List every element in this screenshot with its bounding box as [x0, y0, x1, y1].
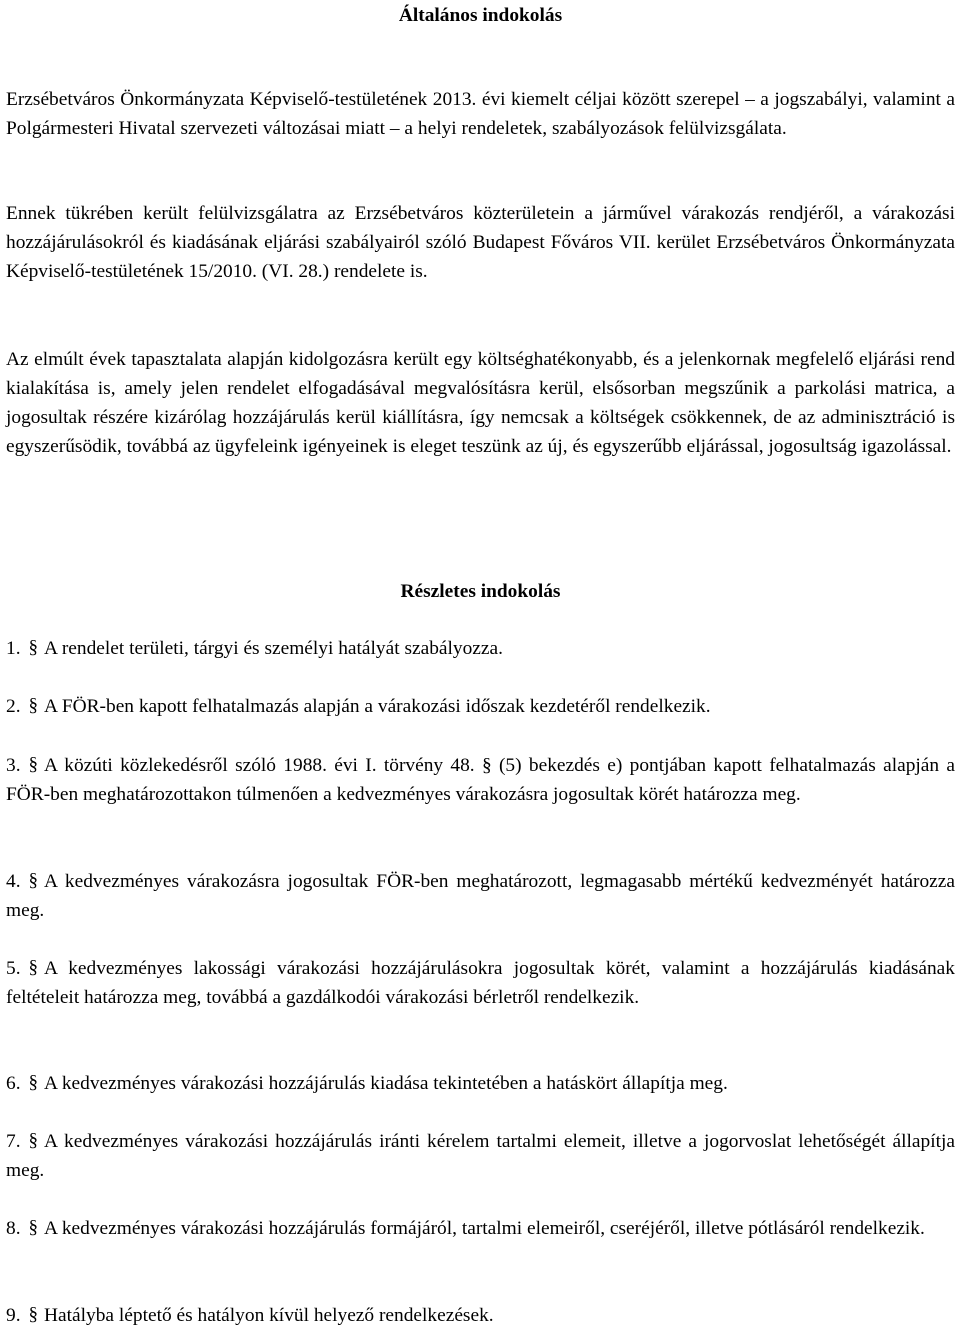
- detail-item-7: [6, 1127, 955, 1185]
- section-sign: §: [28, 870, 39, 891]
- item-text: A kedvezményes lakossági várakozási hozzájárulásokra jogosultak körét, valamint a hozzájárulás kiadásának feltételeit határozza meg, továbbá a gazdálkodói várakozási bérletről rendelkezik.: [6, 958, 955, 1008]
- general-reasoning-title: Általános indokolás: [398, 5, 563, 26]
- section-sign: §: [28, 1130, 39, 1151]
- item-number: 5.: [6, 958, 21, 979]
- detailed-reasoning-title: Részletes indokolás: [400, 581, 561, 602]
- detail-item-8: [6, 1214, 955, 1243]
- detail-item-2: [6, 692, 955, 721]
- section-sign: §: [28, 1072, 39, 1093]
- item-text: A FÖR-ben kapott felhatalmazás alapján a várakozási időszak kezdetéről rendelkezik.: [44, 696, 711, 717]
- detail-item-3: [6, 751, 955, 809]
- section-sign: §: [28, 957, 39, 978]
- item-text: A kedvezményes várakozásra jogosultak FÖR-ben meghatározott, legmagasabb mértékű kedvezményét határozza meg.: [6, 871, 955, 921]
- item-number: 8.: [6, 1218, 21, 1239]
- section-sign: §: [28, 1217, 39, 1238]
- detail-item-9: [6, 1301, 955, 1330]
- item-number: 4.: [6, 871, 21, 892]
- item-text: A kedvezményes várakozási hozzájárulás kiadása tekintetében a hatáskört állapítja meg.: [44, 1073, 728, 1094]
- general-paragraph-1: Erzsébetváros Önkormányzata Képviselő-testületének 2013. évi kiemelt céljai között szerepel – a jogszabályi, valamint a Polgármesteri Hivatal szervezeti változásai miatt – a helyi rendeletek, szabályozások felülvizsgálata.: [6, 89, 955, 139]
- section-sign: §: [28, 695, 39, 716]
- item-text: A kedvezményes várakozási hozzájárulás formájáról, tartalmi elemeiről, cseréjéről, illetve pótlásáról rendelkezik.: [44, 1218, 925, 1239]
- section-sign: §: [28, 637, 39, 658]
- detail-item-4: [6, 867, 955, 925]
- section-sign: §: [28, 1304, 39, 1325]
- detail-item-5: [6, 954, 955, 1012]
- general-paragraph-3: Az elmúlt évek tapasztalata alapján kidolgozásra került egy költséghatékonyabb, és a jelenkornak megfelelő eljárási rend kialakítása is, amely jelen rendelet elfogadásával megvalósításra kerül, elsősorban megszűnik a parkolási matrica, a jogosultak részére kizárólag hozzájárulás kerül kiállításra, így nemcsak a költségek csökkennek, de az adminisztráció is egyszerűsödik, továbbá az ügyfeleink igényeinek is eleget teszünk az új, és egyszerűbb eljárással, jogosultság igazolással.: [6, 349, 955, 457]
- item-text: A közúti közlekedésről szóló 1988. évi I. törvény 48. § (5) bekezdés e) pontjában kapott felhatalmazás alapján a FÖR-ben meghatározottakon túlmenően a kedvezményes várakozásra jogosultak körét határozza meg.: [6, 755, 955, 805]
- section-sign: §: [28, 754, 39, 775]
- item-number: 9.: [6, 1305, 21, 1326]
- item-number: 3.: [6, 755, 21, 776]
- item-text: A rendelet területi, tárgyi és személyi hatályát szabályozza.: [44, 638, 503, 659]
- item-number: 6.: [6, 1073, 21, 1094]
- item-number: 1.: [6, 638, 21, 659]
- item-number: 2.: [6, 696, 21, 717]
- item-text: Hatályba léptető és hatályon kívül helyező rendelkezések.: [44, 1305, 494, 1326]
- item-text: A kedvezményes várakozási hozzájárulás iránti kérelem tartalmi elemeit, illetve a jogorvoslat lehetőségét állapítja meg.: [6, 1131, 955, 1181]
- detail-item-1: [6, 634, 955, 663]
- general-paragraph-2: Ennek tükrében került felülvizsgálatra az Erzsébetváros közterületein a járművel várakozás rendjéről, a várakozási hozzájárulásokról és kiadásának eljárási szabályairól szóló Budapest Főváros VII. kerület Erzsébetváros Önkormányzata Képviselő-testületének 15/2010. (VI. 28.) rendelete is.: [6, 203, 955, 282]
- item-number: 7.: [6, 1131, 21, 1152]
- detail-item-6: [6, 1069, 955, 1098]
